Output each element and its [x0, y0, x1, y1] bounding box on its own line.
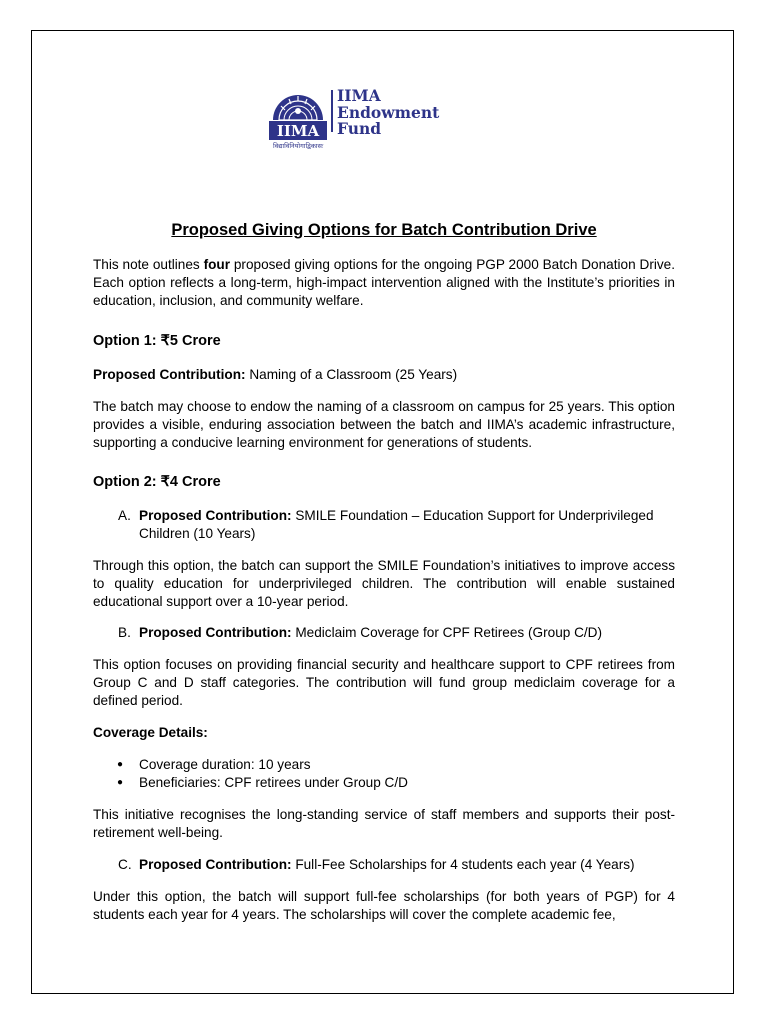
list-marker: A. [118, 508, 131, 523]
bullet-icon: ● [117, 777, 124, 788]
option2-b-description: This option focuses on providing financial security and healthcare support to CPF retirees from Group C and D staff categories. The contribution will fund group mediclaim coverage for a defined period. [93, 657, 675, 708]
svg-text:IIMA: IIMA [276, 122, 320, 140]
option2-item-b: B. Proposed Contribution: Mediclaim Coverage for CPF Retirees (Group C/D) [118, 625, 603, 640]
coverage-item: ● Beneficiaries: CPF retirees under Group C/D [117, 775, 408, 790]
list-marker: C. [118, 857, 132, 872]
logo-divider [331, 90, 333, 132]
option2-a-description: Through this option, the batch can support the SMILE Foundation’s initiatives to improve access to quality education for underprivileged children. The contribution will enable sustained educational support over a 10-year period. [93, 558, 675, 609]
logo-name-line2: Endowment [337, 102, 440, 122]
option2-item-a: A. Proposed Contribution: SMILE Foundation – Education Support for Underprivileged Children (10 Years) [118, 508, 654, 541]
logo-tagline: विद्याविनियोगाद्विकासः [273, 142, 324, 150]
logo-wordmark [337, 88, 439, 138]
option2-heading: Option 2: ₹4 Crore [93, 474, 221, 490]
option1-description: The batch may choose to endow the naming of a classroom on campus for 25 years. This option provides a visible, enduring association between the batch and IIMA’s academic infrastructure, supporting a conducive learning environment for generations of students. [93, 399, 675, 450]
option1-heading: Option 1: ₹5 Crore [93, 333, 221, 349]
coverage-details-heading: Coverage Details: [93, 725, 208, 740]
option1-contribution: Proposed Contribution: Naming of a Classroom (25 Years) [93, 367, 458, 382]
bullet-icon: ● [117, 759, 124, 770]
iima-emblem-icon [269, 86, 327, 140]
option2-item-c: C. Proposed Contribution: Full-Fee Scholarships for 4 students each year (4 Years) [118, 857, 635, 872]
intro-emphasis: four [203, 257, 231, 272]
logo-name-line3: Fund [337, 119, 382, 138]
iima-endowment-fund-logo [269, 86, 449, 152]
logo-name-line1: IIMA [337, 86, 381, 105]
option2-b-closing: This initiative recognises the long-standing service of staff members and supports their post-retirement well-being. [93, 807, 675, 840]
list-marker: B. [118, 625, 131, 640]
intro-paragraph: This note outlines four proposed giving options for the ongoing PGP 2000 Batch Donation Drive. Each option reflects a long-term, high-impact intervention aligned with the Institute’s priorities in education, inclusion, and community welfare. [93, 257, 675, 308]
option2-c-description: Under this option, the batch will support full-fee scholarships (for both years of PGP) for 4 students each year for 4 years. The scholarships will cover the complete academic fee, [93, 889, 675, 922]
coverage-item: ● Coverage duration: 10 years [117, 757, 311, 772]
document-title: Proposed Giving Options for Batch Contribution Drive [171, 221, 597, 239]
